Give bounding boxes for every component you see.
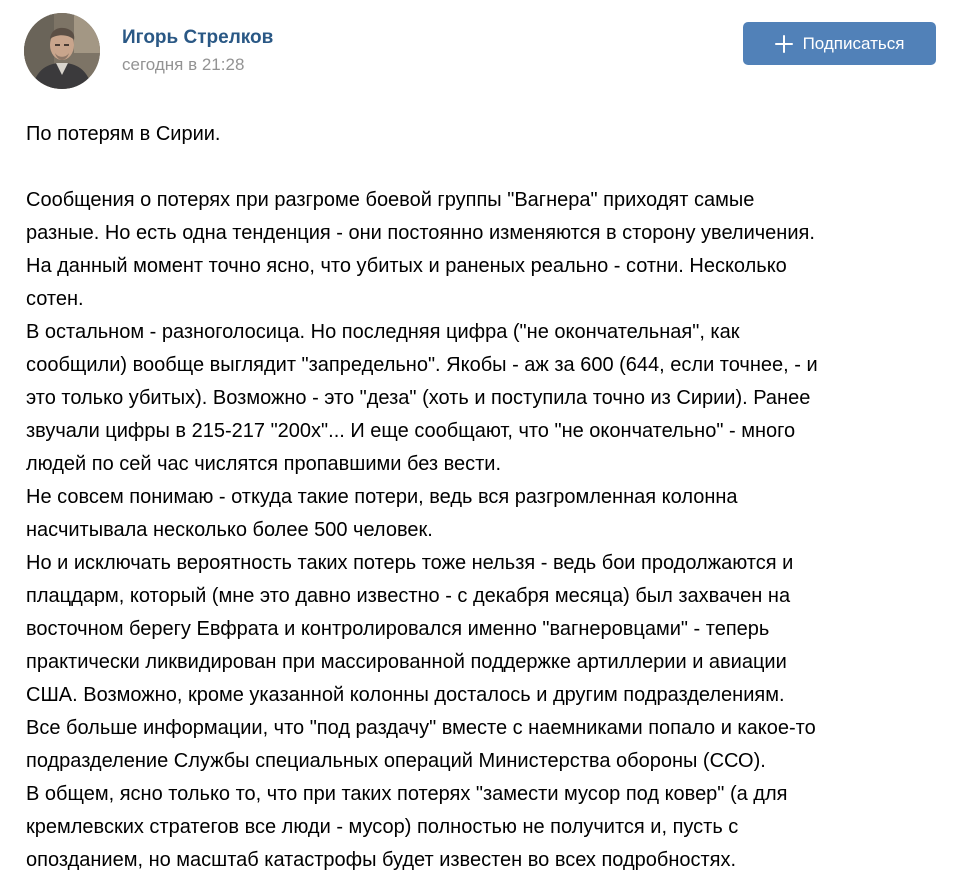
post-line: опозданием, но масштаб катастрофы будет известен во всех подробностях.	[26, 849, 737, 871]
post-header	[0, 0, 966, 100]
post-line: разные. Но есть одна тенденция - они постоянно изменяются в сторону увеличения.	[26, 222, 815, 244]
post-line: Но и исключать вероятность таких потерь тоже нельзя - ведь бои продолжаются и	[26, 552, 794, 574]
subscribe-button[interactable]	[743, 22, 936, 65]
post-line: Не совсем понимаю - откуда такие потери, ведь вся разгромленная колонна	[26, 486, 738, 508]
post-line: практически ликвидирован при массированной поддержке артиллерии и авиации	[26, 651, 787, 673]
post-line: кремлевских стратегов все люди - мусор) полностью не получится и, пусть с	[26, 816, 739, 838]
post-line: На данный момент точно ясно, что убитых и раненых реально - сотни. Несколько	[26, 255, 787, 277]
post-time[interactable]: сегодня в 21:28	[122, 55, 245, 74]
subscribe-label: Подписаться	[802, 33, 905, 53]
post-line: сообщили) вообще выглядит "запредельно". Якобы - аж за 600 (644, если точнее, - и	[26, 354, 818, 376]
plus-icon	[775, 35, 793, 53]
post-line: плацдарм, который (мне это давно известно - с декабря месяца) был захвачен на	[26, 585, 791, 607]
post-line: это только убитых). Возможно - это "деза" (хоть и поступила точно из Сирии). Ранее	[26, 387, 811, 409]
post-line: В общем, ясно только то, что при таких потерях "замести мусор под ковер" (а для	[26, 783, 788, 805]
post-line: По потерям в Сирии.	[26, 123, 221, 145]
post-line: сотен.	[26, 288, 84, 310]
post-line: США. Возможно, кроме указанной колонны досталось и другим подразделениям.	[26, 684, 785, 706]
post-text	[26, 118, 946, 877]
post-line: В остальном - разноголосица. Но последняя цифра ("не окончательная", как	[26, 321, 740, 343]
post-line: насчитывала несколько более 500 человек.	[26, 519, 433, 541]
post-line: людей по сей час числятся пропавшими без вести.	[26, 453, 502, 475]
post-line: Сообщения о потерях при разгроме боевой группы "Вагнера" приходят самые	[26, 189, 755, 211]
author-name[interactable]: Игорь Стрелков	[122, 27, 274, 48]
post-line: восточном берегу Евфрата и контролировался именно "вагнеровцами" - теперь	[26, 618, 770, 640]
post-line: подразделение Службы специальных операций Министерства обороны (ССО).	[26, 750, 766, 772]
avatar-photo	[24, 13, 100, 89]
post-blank-line	[26, 151, 946, 184]
post-line: Все больше информации, что "под раздачу" вместе с наемниками попало и какое-то	[26, 717, 816, 739]
avatar[interactable]	[24, 13, 100, 89]
post-line: звучали цифры в 215-217 "200х"... И еще сообщают, что "не окончательно" - много	[26, 420, 796, 442]
